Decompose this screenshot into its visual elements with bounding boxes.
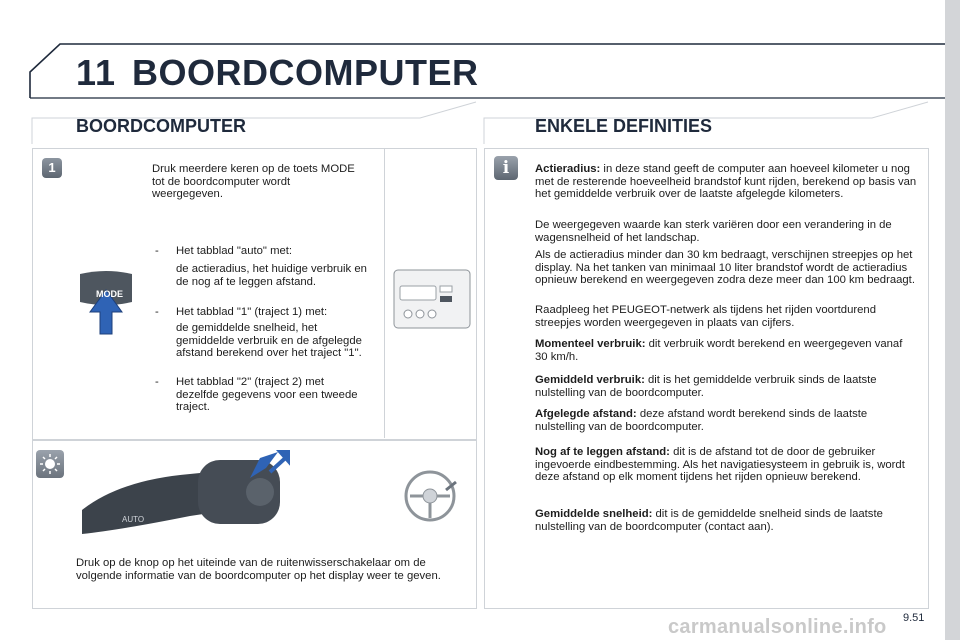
step-badge: 1 xyxy=(42,158,62,178)
definition-term: Actieradius: xyxy=(535,163,601,175)
left-section-title: BOORDCOMPUTER xyxy=(76,116,246,136)
definition-term: Afgelegde afstand: xyxy=(535,408,637,420)
stalk-auto-label: AUTO xyxy=(122,515,145,524)
bullet-subtext: de actieradius, het huidige verbruik en de nog af te leggen afstand. xyxy=(176,263,367,288)
bullet-subtext: de gemiddelde snelheid, het gemiddelde verbruik en de afgelegde afstand berekend over het traject "1". xyxy=(176,322,362,360)
definition-paragraph xyxy=(535,408,918,433)
definition-term: Momenteel verbruik: xyxy=(535,338,646,350)
light-icon xyxy=(36,450,64,478)
arrow-icon xyxy=(248,450,278,480)
definition-text: deze afstand wordt berekend sinds de laatste nulstelling van de boordcomputer. xyxy=(535,408,868,433)
chapter-title: BOORDCOMPUTER xyxy=(132,52,479,93)
mode-button-illustration xyxy=(76,268,136,338)
right-section-title: ENKELE DEFINITIES xyxy=(535,116,713,136)
definition-text: in deze stand geeft de computer aan hoeveel kilometer u nog met de resterende hoeveelheid brandstof kunt rijden, berekend op basis van het gemiddelde verbruik over de laatste afgelegde kilometers. xyxy=(535,163,917,201)
definition-text: dit is de gemiddelde snelheid sinds de laatste nulstelling van de boordcomputer (contact aan). xyxy=(535,508,883,533)
definition-paragraph xyxy=(535,338,918,363)
definition-term: Gemiddeld verbruik: xyxy=(535,374,645,386)
chapter-number: 11 xyxy=(76,52,117,93)
bullet-dash: - xyxy=(155,376,159,388)
mode-button-label: MODE xyxy=(96,289,123,299)
definition-paragraph xyxy=(535,446,918,484)
steering-wheel-icon xyxy=(402,468,460,526)
watermark: carmanualsonline.info xyxy=(668,616,887,638)
definition-text: dit verbruik wordt berekend en weergegeven vanaf 30 km/h. xyxy=(535,338,903,363)
radio-unit-illustration xyxy=(392,268,472,330)
bullet-dash: - xyxy=(155,245,159,257)
definition-paragraph xyxy=(535,374,918,399)
definition-text: dit is de afstand tot de door de gebruiker ingevoerde eindbestemming. Als het navigatiesysteem in gebruik is, wordt deze afstand op elk moment tijdens het rijden opnieuw berekend. xyxy=(535,446,905,484)
bullet-text: Het tabblad "1" (traject 1) met: xyxy=(176,306,328,318)
definition-paragraph: Als de actieradius minder dan 30 km bedraagt, verschijnen streepjes op het display. Na het tanken van minimaal 10 liter brandstof wordt de actieradius opnieuw berekend en weergegeven zodra deze meer dan 100 km bedraagt. xyxy=(535,249,915,287)
definition-text: dit is het gemiddelde verbruik sinds de laatste nulstelling van de boordcomputer. xyxy=(535,374,877,399)
bullet-text: Het tabblad "auto" met: xyxy=(176,245,293,257)
bullet-dash: - xyxy=(155,306,159,318)
definition-paragraph: Raadpleeg het PEUGEOT-netwerk als tijdens het rijden voortdurend streepjes worden weergegeven in plaats van cijfers. xyxy=(535,304,876,329)
bullet-text: Het tabblad "2" (traject 2) met dezelfde gegevens voor een tweede traject. xyxy=(176,376,358,414)
definition-term: Nog af te leggen afstand: xyxy=(535,446,670,458)
definition-paragraph xyxy=(535,163,918,201)
definition-paragraph: De weergegeven waarde kan sterk variëren door een verandering in de wagensnelheid of het landschap. xyxy=(535,219,892,244)
definition-term: Gemiddelde snelheid: xyxy=(535,508,653,520)
stalk-instruction-text: Druk op de knop op het uiteinde van de ruitenwisserschakelaar om de volgende informatie van de boordcomputer op het display weer te geven. xyxy=(76,557,441,582)
panel-divider xyxy=(384,148,385,438)
info-icon: i xyxy=(494,156,518,180)
page-number: 9.51 xyxy=(903,612,925,624)
mode-intro-text: Druk meerdere keren op de toets MODE tot de boordcomputer wordt weergegeven. xyxy=(152,163,355,201)
definition-paragraph xyxy=(535,508,918,533)
